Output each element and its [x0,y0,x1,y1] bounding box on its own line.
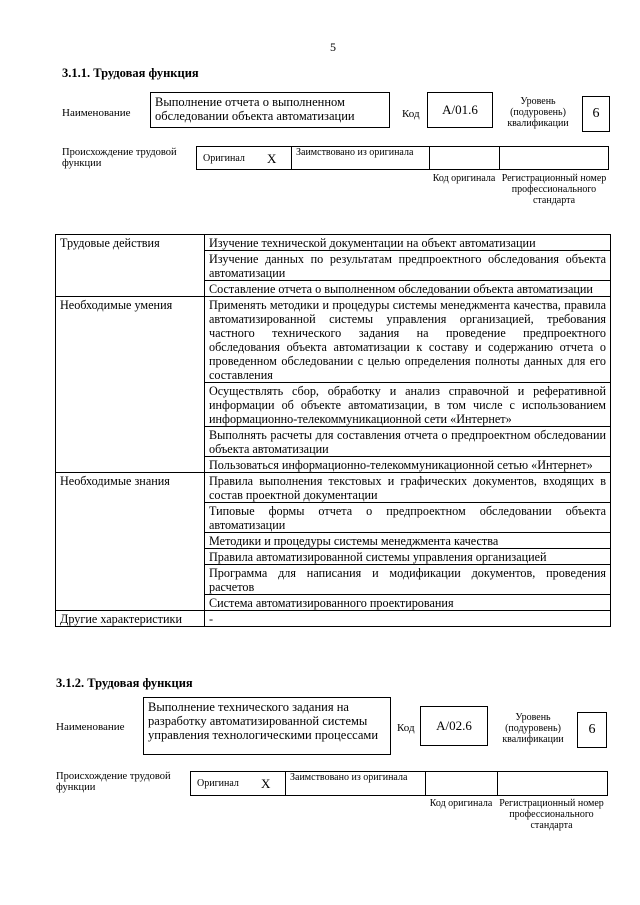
page-number: 5 [330,40,336,54]
code-original-label: Код оригинала [429,798,493,809]
origin-grid [196,146,609,170]
table-cell: Методики и процедуры системы менеджмента качества [205,533,611,549]
original-label: Оригинал [197,778,239,789]
table-cell: Применять методики и процедуры системы менеджмента качества, правила автоматизированной системы управления организацией, требования частного технического задания на проведение предпроектного обследования объекта автоматизации к составу и содержанию отчета о проведенном обследовании с целью определения полноты данных для его составления [205,297,611,383]
borrowed-label: Заимствовано из оригинала [290,772,408,783]
original-mark: X [261,776,271,791]
code-label: Код [397,722,415,734]
table-cell: Правила автоматизированной системы управления организацией [205,549,611,565]
level-value: 6 [577,712,607,748]
category-cell: Необходимые умения [56,297,205,473]
table-cell: Выполнять расчеты для составления отчета о предпроектном обследовании объекта автоматизации [205,427,611,457]
level-label: Уровень (подуровень) квалификации [507,96,569,129]
table-cell: Изучение технической документации на объект автоматизации [205,235,611,251]
name-label: Наименование [56,721,125,733]
section-title-3-1-2: 3.1.2. Трудовая функция [56,676,193,690]
name-label: Наименование [62,107,131,119]
original-mark: X [267,151,277,166]
code-original-label: Код оригинала [432,173,496,184]
category-cell: Другие характеристики [56,611,205,627]
level-label: Уровень (подуровень) квалификации [502,712,564,745]
code-value: A/02.6 [420,706,488,746]
table-cell: Программа для написания и модификации документов, проведения расчетов [205,565,611,595]
table-cell: Изучение данных по результатам предпроектного обследования объекта автоматизации [205,251,611,281]
table-cell: Типовые формы отчета о предпроектном обследовании объекта автоматизации [205,503,611,533]
original-cell [191,772,286,795]
table-cell: Осуществлять сбор, обработку и анализ справочной и реферативной информации об объекте автоматизации, в том числе с использованием информационно-телекоммуникационной сети «Интернет» [205,383,611,427]
reg-number-cell [498,772,607,795]
borrowed-cell [286,772,426,795]
level-value: 6 [582,96,610,132]
code-value: A/01.6 [427,92,493,128]
origin-grid [190,771,608,796]
function-name-field: Выполнение технического задания на разработку автоматизированной системы управления технологическими процессами [143,697,391,755]
code-label: Код [402,108,420,120]
code-original-cell [426,772,498,795]
table-row [56,235,611,251]
table-cell: Правила выполнения текстовых и графических документов, входящих в состав проектной документации [205,473,611,503]
table-row [56,297,611,383]
table-cell: Система автоматизированного проектирования [205,595,611,611]
original-label: Оригинал [203,153,245,164]
code-original-cell [430,147,500,169]
origin-label: Происхождение трудовой функции [56,771,171,793]
table-row [56,611,611,627]
original-cell [197,147,292,169]
reg-number-label: Регистрационный номер профессионального стандарта [499,798,604,831]
table-cell: - [205,611,611,627]
origin-label: Происхождение трудовой функции [62,147,177,169]
labor-function-table [55,234,611,627]
section-title-3-1-1: 3.1.1. Трудовая функция [62,66,199,80]
function-name-field: Выполнение отчета о выполненном обследовании объекта автоматизации [150,92,390,128]
reg-number-cell [500,147,608,169]
table-row [56,473,611,503]
borrowed-label: Заимствовано из оригинала [296,147,414,158]
reg-number-label: Регистрационный номер профессионального стандарта [501,173,607,206]
table-cell: Составление отчета о выполненном обследовании объекта автоматизации [205,281,611,297]
borrowed-cell [292,147,430,169]
category-cell: Трудовые действия [56,235,205,297]
table-cell: Пользоваться информационно-телекоммуникационной сетью «Интернет» [205,457,611,473]
category-cell: Необходимые знания [56,473,205,611]
